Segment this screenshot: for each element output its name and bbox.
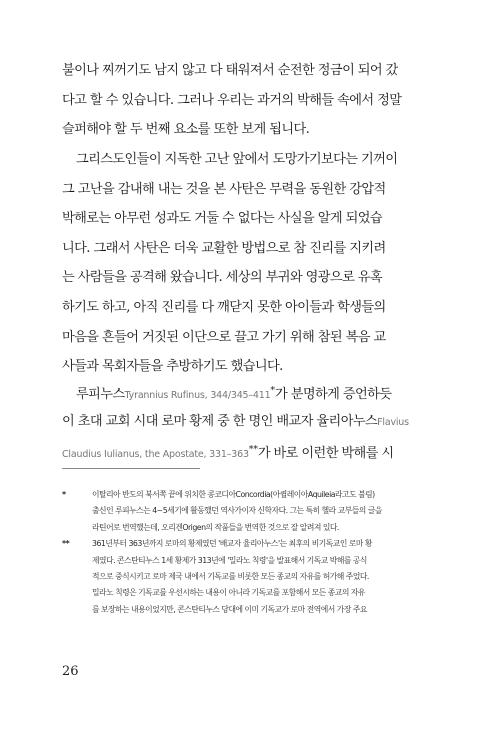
text-run: 가 바로 이런한 박해를 시 (257, 446, 394, 462)
footnote-marker: ** (248, 445, 258, 456)
text-line: 하기도 하고, 아직 진리를 다 깨닫지 못한 아이들과 학생들의 (62, 299, 386, 315)
footnote-symbol: * (62, 490, 66, 499)
latin-name: Claudius Iulianus, the Apostate, 331–363 (62, 449, 249, 461)
footnotes (62, 487, 454, 618)
footnote-rufinus (62, 487, 454, 536)
text-line: 슬퍼해야 할 두 번째 요소를 또한 보게 됩니다. (62, 122, 310, 138)
text-run: 가 분명하게 증언하듯 (274, 387, 392, 402)
text-line: 니다. 그래서 사탄은 더욱 교활한 방법으로 참 진리를 지키려 (62, 240, 386, 256)
text-run: 이 초대 교회 시대 로마 황제 중 한 명인 배교자 율리아누스 (62, 413, 378, 429)
text-line (62, 407, 450, 437)
text-line: 는 사람들을 공격해 왔습니다. 세상의 부귀와 영광으로 유혹 (62, 270, 383, 286)
footnote-line: 밀라노 칙령은 기독교를 우선시하는 내용이 아니라 기독교를 포함해서 모든 종교의 자유 (92, 588, 365, 598)
footnote-line: 361년부터 363년까지 로마의 황제였던 '배교자 율리아누스'는 최후의 비기독교인 로마 황 (92, 539, 372, 549)
text-run: 루피누스 (76, 387, 125, 402)
latin-name: Flavius (377, 416, 409, 428)
text-line: 그 고난을 감내해 내는 것을 본 사탄은 무력을 동원한 강압적 (62, 181, 386, 197)
text-line (62, 377, 450, 407)
footnote-divider (62, 468, 200, 469)
footnote-symbol: ** (62, 539, 70, 549)
text-line: 마음을 흔들어 거짓된 이단으로 끌고 가기 위해 참된 복음 교 (62, 329, 386, 345)
footnote-line: 제였다. 콘스탄티누스 1세 황제가 313년에 '밀라노 칙령'을 발표해서 기독교 박해를 공식 (92, 555, 367, 565)
text-line: 불이나 찌꺼기도 남지 않고 다 태워져서 순전한 정금이 되어 갔 (62, 63, 398, 78)
footnote-line: 적으로 중식시키고 로마 제국 내에서 기독교를 비롯한 모든 종교의 자유를 허가해 주었다. (92, 572, 369, 582)
text-line: 그리스도인들이 지독한 고난 앞에서 도망가기보다는 기꺼이 (76, 152, 398, 167)
paragraph-rufinus (62, 377, 450, 466)
footnote-julian (62, 536, 454, 618)
paragraph-satan-tactics (62, 145, 450, 382)
text-line (62, 436, 450, 466)
footnote-line: 이탈리아 반도의 북서쪽 끝에 위치한 콩코디아Concordia(아퀼레이아Aquileia라고도 불림) (92, 490, 375, 499)
footnote-line: 출신인 루피누스는 4~5세기에 활동했던 역사가이자 신학자다. 그는 특히 헬라 교부들의 글을 (92, 506, 382, 516)
latin-name: Tyrannius Rufinus, 344/345–411 (124, 390, 271, 401)
footnote-marker: * (270, 386, 275, 396)
page-number: 26 (62, 664, 79, 679)
footnote-line: 라틴어로 번역했는데, 오리겐Origen의 작품들을 번역한 것으로 잘 알려져 있다. (92, 522, 339, 532)
footnote-line: 를 보장하는 내용이었지만, 콘스탄티누스 당대에 이미 기독교가 로마 전역에서 가장 주요 (92, 604, 367, 614)
text-line: 사들과 목회자들을 추방하기도 했습니다. (62, 359, 283, 375)
text-line: 다고 할 수 있습니다. 그러나 우리는 과거의 박해들 속에서 정말 (62, 92, 402, 108)
text-line: 박해로는 아무런 성과도 거둘 수 없다는 사실을 알게 되었습 (62, 211, 383, 227)
paragraph-continuation (62, 56, 450, 145)
